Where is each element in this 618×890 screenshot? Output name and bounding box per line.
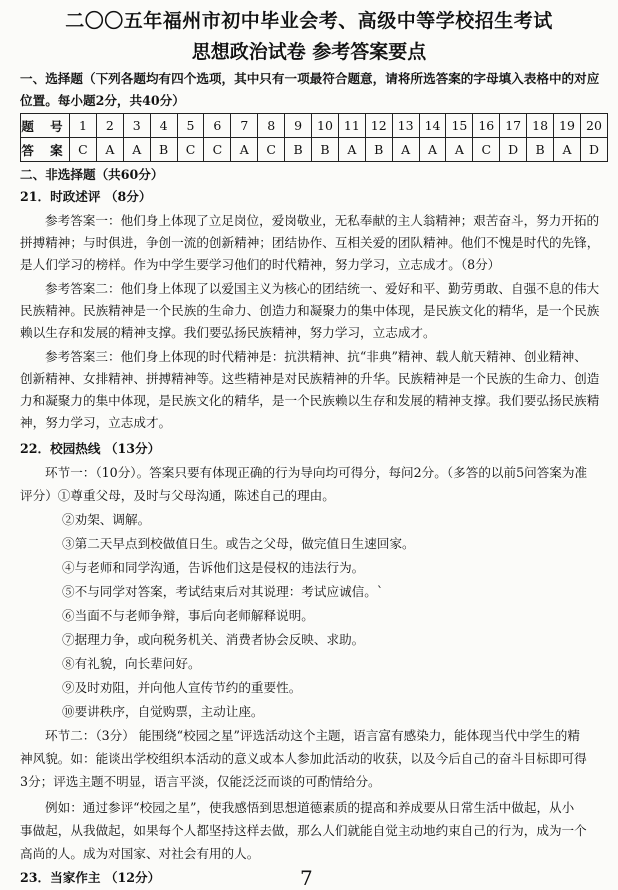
q23-title: 23．当家作主 （12分） [20,870,161,885]
q21-answer1-line: 是人们学习的榜样。作为中学生要学习他们的时代精神，努力学习，立志成才。（8分） [20,257,501,272]
section2-header: 二、非选择题（共60分） [20,167,164,182]
exam-subtitle: 思想政治试卷 参考答案要点 [191,41,427,63]
question-number: 18 [527,114,554,138]
question-number-label: 题 号 [21,114,70,138]
q21-answer1-line: 拼搏精神；与时俱进，争创一流的创新精神；团结协作、互相关爱的团队精神。他们不愧是时代的先锋， [20,235,600,250]
answer-cell: A [338,138,365,162]
q22-answer-item: ⑧有礼貌，向长辈问好。 [62,656,201,671]
q22-answer-item: ④与老师和同学沟通，告诉他们这是侵权的违法行为。 [62,560,365,575]
q22-answer-item: ②劝架、调解。 [62,512,151,527]
q22-answer-item: ⑥当面不与老师争辩，事后向老师解释说明。 [62,608,314,623]
question-number: 3 [123,114,150,138]
q22-part2-line: 3分；评选主题不明显，语言平淡，仅能泛泛而谈的可酌情给分。 [20,774,381,789]
exam-title: 二〇〇五年福州市初中毕业会考、高级中等学校招生考试 [65,10,553,32]
answer-cell: B [312,138,339,162]
answer-cell: A [554,138,581,162]
question-number: 13 [392,114,419,138]
question-number: 6 [204,114,231,138]
question-number: 1 [70,114,97,138]
q21-answer2-line: 参考答案二：他们身上体现了以爱国主义为核心的团结统一、爱好和平、勤劳勇敢、自强不息的伟大 [45,281,600,296]
q21-answer3-line: 神，努力学习，立志成才。 [20,415,172,430]
answer-cell: A [419,138,446,162]
question-number: 15 [446,114,473,138]
q22-answer-item: ⑨及时劝阻，并向他人宣传节约的重要性。 [62,680,302,695]
answer-cell: C [177,138,204,162]
question-number: 2 [96,114,123,138]
answer-cell: A [231,138,258,162]
question-number: 10 [312,114,339,138]
q21-answer1-line: 参考答案一：他们身上体现了立足岗位，爱岗敬业，无私奉献的主人翁精神；艰苦奋斗，努力开拓的 [45,213,600,228]
question-number: 12 [365,114,392,138]
answer-cell: B [527,138,554,162]
q22-part2-line: 环节二：（3分） 能围绕“校园之星”评选活动这个主题，语言富有感染力，能体现当代中学生的精 [45,728,580,743]
q21-answer3-line: 创新精神、女排精神、拼搏精神等。这些精神是对民族精神的升华。民族精神是一个民族的生命力、创造 [20,371,600,386]
answer-cell: B [285,138,312,162]
q22-example-line: 高尚的人。成为对国家、对社会有用的人。 [20,846,260,861]
answer-cell: A [392,138,419,162]
q21-answer2-line: 民族精神。民族精神是一个民族的生命力、创造力和凝聚力的集中体现，是民族文化的精华，是一个民族 [20,303,600,318]
q22-example-line: 事做起，从我做起，如果每个人都坚持这样去做，那么人们就能自觉主动地约束自己的行为，成为一个 [20,823,587,838]
answer-cell: C [70,138,97,162]
q21-answer3-line: 参考答案三：他们身上体现的时代精神是：抗洪精神、抗“非典”精神、载人航天精神、创业精神、 [45,349,587,364]
q22-answer-item: ⑤不与同学对答案，考试结束后对其说理：考试应诚信。` [62,584,384,599]
answer-label: 答 案 [21,138,70,162]
q22-title: 22．校园热线 （13分） [20,441,161,456]
q22-answer-item: ⑩要讲秩序，自觉购票，主动让座。 [62,704,264,719]
q22-example-line: 例如：通过参评“校园之星”，使我感悟到思想道德素质的提高和养成要从日常生活中做起，从小 [45,800,575,815]
q21-answer3-line: 力和凝聚力的集中体现，是民族文化的精华，是一个民族赖以生存和发展的精神支撑。我们要弘扬民族精 [20,393,600,408]
answer-cell: B [365,138,392,162]
question-number: 7 [231,114,258,138]
question-number: 16 [473,114,500,138]
question-number: 11 [338,114,365,138]
answer-cell: C [258,138,285,162]
answer-cell: A [446,138,473,162]
question-number: 5 [177,114,204,138]
question-number-row [21,114,608,138]
q22-part2-line: 神风貌。如：能谈出学校组织本活动的意义或本人参加此活动的收获，以及今后自己的奋斗目标即可得 [20,751,587,766]
section1-instructions-line2: 位置。每小题2分，共40分） [20,93,185,108]
question-number: 14 [419,114,446,138]
q22-answer-item: ③第二天早点到校做值日生。或告之父母，做完值日生速回家。 [62,536,415,551]
answer-cell: B [150,138,177,162]
q21-answer2-line: 赖以生存和发展的精神支撑。我们要弘扬民族精神，努力学习，立志成才。 [20,325,436,340]
q22-part1-line: 环节一：（10分）。答案只要有体现正确的行为导向均可得分，每问2分。（多答的以前5问答案为准 [45,465,588,480]
q22-answer-item: ⑦据理力争，或向税务机关、消费者协会反映、求助。 [62,632,365,647]
answer-cell: D [580,138,607,162]
question-number: 4 [150,114,177,138]
question-number: 8 [258,114,285,138]
q21-title: 21．时政述评 （8分） [20,189,152,204]
answer-cell: C [473,138,500,162]
page-number: 7 [300,866,313,890]
answer-cell: A [96,138,123,162]
answer-cell: A [123,138,150,162]
answer-cell: C [204,138,231,162]
answer-table [20,113,608,162]
answer-row [21,138,608,162]
question-number: 20 [580,114,607,138]
q22-part1-line: 评分）①尊重父母，及时与父母沟通，陈述自己的理由。 [20,488,335,503]
question-number: 9 [285,114,312,138]
question-number: 19 [554,114,581,138]
section1-instructions-line1: 一、选择题（下列各题均有四个选项，其中只有一项最符合题意，请将所选答案的字母填入表格中的对应 [20,71,600,86]
answer-cell: D [500,138,527,162]
question-number: 17 [500,114,527,138]
